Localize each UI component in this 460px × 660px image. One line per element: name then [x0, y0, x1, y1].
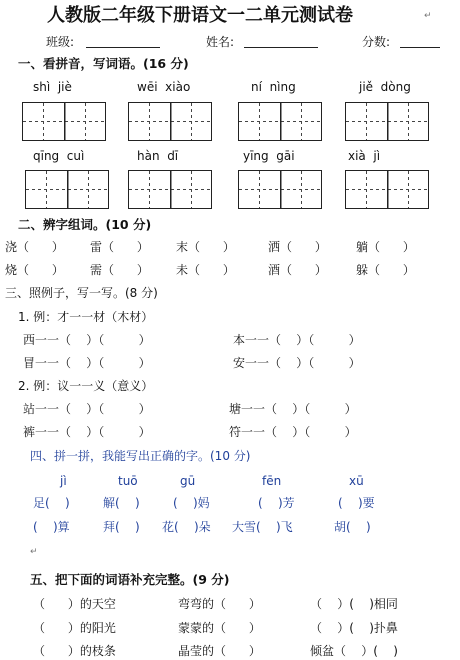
pinyin-1: shì jiè — [33, 80, 72, 94]
fill-item: 胡( ) — [334, 520, 371, 534]
score-label: 分数: — [362, 35, 391, 49]
exercise-item: 冒一一（ ）（ ） — [23, 356, 151, 370]
phrase-item: （ ）( )相同 — [310, 597, 398, 611]
phrase-item: 蒙蒙的（ ） — [178, 621, 261, 635]
exercise-item: 本一一（ ）（ ） — [233, 333, 361, 347]
pair-item: 洒（ ） — [268, 240, 327, 254]
fill-item: ( )算 — [33, 520, 70, 534]
exercise-item: 站一一（ ）（ ） — [23, 402, 151, 416]
pair-item: 躲（ ） — [356, 263, 415, 277]
example-2: 2. 例：议一一义（意义） — [18, 379, 154, 393]
pinyin-7: yīng gāi — [243, 149, 295, 163]
section4-heading: 四、拼一拼，我能写出正确的字。(10 分) — [30, 449, 251, 463]
section2-heading: 二、辨字组词。(10 分) — [18, 217, 152, 232]
phrase-item: 晶莹的（ ） — [178, 644, 261, 658]
phrase-item: （ ）的阳光 — [33, 621, 116, 635]
section5-heading: 五、把下面的词语补充完整。(9 分) — [30, 572, 230, 587]
pair-item: 需（ ） — [90, 263, 149, 277]
pair-item: 浇（ ） — [5, 240, 64, 254]
writing-grid[interactable] — [22, 102, 106, 141]
name-label: 姓名: — [206, 35, 235, 49]
class-label: 班级: — [46, 35, 75, 49]
section3-heading: 三、照例子，写一写。(8 分) — [5, 286, 158, 300]
pinyin-label: jì — [60, 474, 67, 488]
writing-grid[interactable] — [25, 170, 109, 209]
page-title: 人教版二年级下册语文一二单元测试卷 — [47, 5, 353, 26]
pair-item: 未（ ） — [176, 263, 235, 277]
writing-grid[interactable] — [128, 170, 212, 209]
phrase-item: （ ）的枝条 — [33, 644, 116, 658]
writing-grid[interactable] — [238, 170, 322, 209]
writing-grid[interactable] — [345, 102, 429, 141]
pinyin-6: hàn dī — [137, 149, 179, 163]
writing-grid[interactable] — [128, 102, 212, 141]
pinyin-4: jiě dòng — [359, 80, 411, 94]
pinyin-label: fēn — [262, 474, 282, 488]
exercise-item: 西一一（ ）（ ） — [23, 333, 151, 347]
pair-item: 酒（ ） — [268, 263, 327, 277]
exercise-item: 符一一（ ）（ ） — [229, 425, 357, 439]
pinyin-label: xū — [349, 474, 364, 488]
fill-item: 花( )朵 — [162, 520, 211, 534]
pinyin-5: qīng cuì — [33, 149, 85, 163]
pinyin-8: xià jì — [348, 149, 381, 163]
fill-item: ( )要 — [338, 496, 375, 510]
fill-item: 大雪( )飞 — [232, 520, 293, 534]
fill-item: ( )妈 — [173, 496, 210, 510]
exercise-item: 裤一一（ ）（ ） — [23, 425, 151, 439]
name-blank — [244, 47, 318, 48]
pair-item: 躺（ ） — [356, 240, 415, 254]
phrase-item: 倾盆（ ）( ) — [310, 644, 398, 658]
score-blank — [400, 47, 440, 48]
fill-item: 解( ) — [103, 496, 140, 510]
pair-item: 末（ ） — [176, 240, 235, 254]
writing-grid[interactable] — [345, 170, 429, 209]
exercise-item: 塘一一（ ）（ ） — [229, 402, 357, 416]
writing-grid[interactable] — [238, 102, 322, 141]
pinyin-3: ní nìng — [251, 80, 296, 94]
pair-item: 烧（ ） — [5, 263, 64, 277]
fill-item: 足( ) — [33, 496, 70, 510]
pair-item: 雷（ ） — [90, 240, 149, 254]
class-blank — [86, 47, 160, 48]
phrase-item: （ ）的天空 — [33, 597, 116, 611]
return-mark-icon: ↵ — [30, 547, 38, 557]
section1-heading: 一、看拼音，写词语。(16 分) — [18, 56, 189, 71]
example-1: 1. 例：才一一材（木材） — [18, 310, 154, 324]
pinyin-label: gū — [180, 474, 196, 488]
pinyin-label: tuō — [118, 474, 138, 488]
fill-item: 拜( ) — [103, 520, 140, 534]
pinyin-2: wēi xiào — [137, 80, 191, 94]
phrase-item: 弯弯的（ ） — [178, 597, 261, 611]
fill-item: ( )芳 — [258, 496, 295, 510]
return-mark-icon: ↵ — [424, 11, 432, 21]
phrase-item: （ ）( )扑鼻 — [310, 621, 398, 635]
exercise-item: 安一一（ ）（ ） — [233, 356, 361, 370]
